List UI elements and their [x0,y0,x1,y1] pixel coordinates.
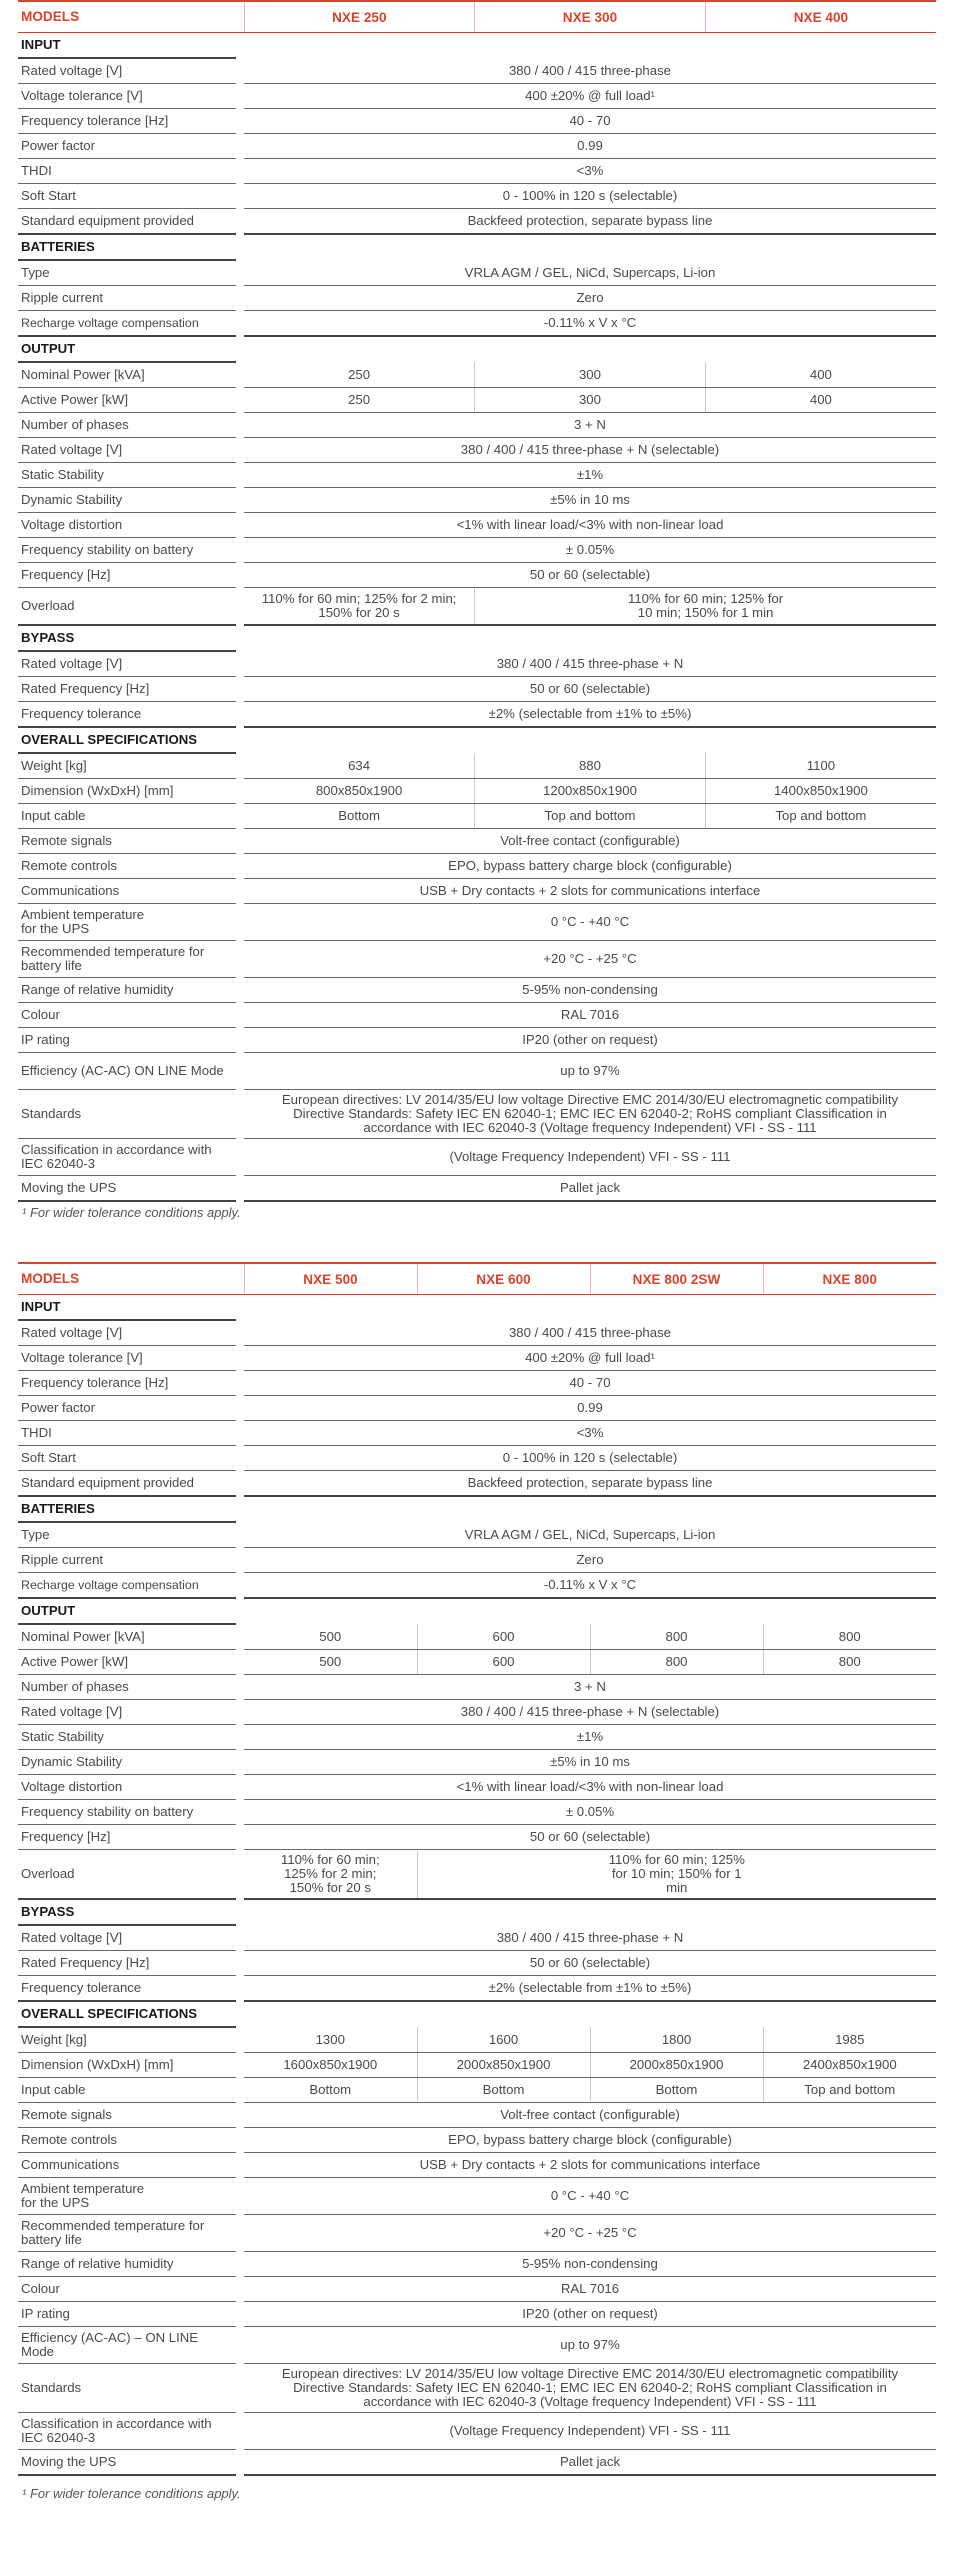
row-value: ±5% in 10 ms [244,488,936,513]
row-label: Remote signals [18,829,236,854]
row-value: ±5% in 10 ms [244,1750,936,1775]
row-label: Remote controls [18,2128,236,2153]
row-label: Frequency tolerance [Hz] [18,1371,236,1396]
row-label: Rated Frequency [Hz] [18,1951,236,1976]
row-value: 1800 [590,2027,763,2053]
row-label: IP rating [18,1028,236,1053]
row-value: VRLA AGM / GEL, NiCd, Supercaps, Li-ion [244,1522,936,1548]
row-value: 300 [475,362,706,388]
row-label: Soft Start [18,184,236,209]
row-label: Frequency tolerance [18,702,236,728]
row-label: Classification in accordance with IEC 62040-3 [18,1139,236,1176]
row-value: RAL 7016 [244,2277,936,2302]
row-label: Frequency tolerance [Hz] [18,109,236,134]
section-title-batteries: BATTERIES [18,234,236,260]
row-value: 500 [244,1624,417,1650]
row-label: Dynamic Stability [18,488,236,513]
row-label: Rated Frequency [Hz] [18,677,236,702]
row-value: Backfeed protection, separate bypass line [244,209,936,235]
row-label: Standard equipment provided [18,209,236,235]
row-value: 110% for 60 min; 125% for 2 min; 150% for 20 s [244,1850,417,1900]
row-value: 110% for 60 min; 125% for 10 min; 150% for 1 min [417,1850,936,1900]
row-label: Frequency stability on battery [18,1800,236,1825]
row-value: 400 ±20% @ full load¹ [244,84,936,109]
row-value: 5-95% non-condensing [244,978,936,1003]
row-value: 250 [244,388,475,413]
row-value: IP20 (other on request) [244,1028,936,1053]
row-label: Input cable [18,804,236,829]
row-label: Range of relative humidity [18,978,236,1003]
row-value: <1% with linear load/<3% with non-linear load [244,1775,936,1800]
row-label: Overload [18,1850,236,1900]
row-label: Active Power [kW] [18,1650,236,1675]
row-value: ±2% (selectable from ±1% to ±5%) [244,702,936,728]
row-label: Overload [18,588,236,626]
row-label: Rated voltage [V] [18,438,236,463]
row-label: Static Stability [18,463,236,488]
row-value: 40 - 70 [244,1371,936,1396]
row-label: Efficiency (AC-AC) – ON LINE Mode [18,2327,236,2364]
row-value: 634 [244,753,475,779]
row-label: Voltage tolerance [V] [18,1346,236,1371]
row-label: Weight [kg] [18,2027,236,2053]
row-value: Bottom [590,2078,763,2103]
row-label: Remote signals [18,2103,236,2128]
row-value: European directives: LV 2014/35/EU low voltage Directive EMC 2014/30/EU electromagnetic compatibility Directive Standards: Safety IEC EN 62040-1; EMC IEC EN 62040-2; RoHS compliant Classification in accordance with IEC 62040-3 (Voltage frequency Independent) VFI - SS - 111 [244,1090,936,1139]
row-label: Frequency tolerance [18,1976,236,2002]
row-value: Backfeed protection, separate bypass line [244,1471,936,1497]
row-label: Ripple current [18,1548,236,1573]
row-label: Standards [18,1090,236,1139]
row-label: Number of phases [18,1675,236,1700]
row-value: 5-95% non-condensing [244,2252,936,2277]
row-value: 400 [705,362,936,388]
row-value: IP20 (other on request) [244,2302,936,2327]
row-label: Communications [18,2153,236,2178]
row-label: Moving the UPS [18,1176,236,1202]
row-value: 2000x850x1900 [590,2053,763,2078]
row-label: Frequency stability on battery [18,538,236,563]
row-label: Colour [18,2277,236,2302]
row-value: 2400x850x1900 [763,2053,936,2078]
model-name: NXE 250 [244,1,475,33]
row-value: 880 [475,753,706,779]
row-label: Range of relative humidity [18,2252,236,2277]
row-value: 3 + N [244,1675,936,1700]
row-label: Standard equipment provided [18,1471,236,1497]
model-name: NXE 500 [244,1263,417,1295]
row-value: 400 [705,388,936,413]
row-value: 380 / 400 / 415 three-phase + N [244,651,936,677]
section-title-bypass: BYPASS [18,1899,236,1925]
row-value: Zero [244,1548,936,1573]
row-value: 1100 [705,753,936,779]
row-value: Volt-free contact (configurable) [244,2103,936,2128]
row-value: ±1% [244,463,936,488]
row-value: 0 °C - +40 °C [244,904,936,941]
row-value: <3% [244,1421,936,1446]
row-value: 0.99 [244,134,936,159]
row-value: 0 - 100% in 120 s (selectable) [244,184,936,209]
footnote: ¹ For wider tolerance conditions apply. [22,2486,241,2501]
row-label: Frequency [Hz] [18,1825,236,1850]
row-value: Zero [244,286,936,311]
row-value: 0 °C - +40 °C [244,2178,936,2215]
row-value: 800 [590,1624,763,1650]
row-label: Number of phases [18,413,236,438]
model-name: NXE 600 [417,1263,590,1295]
row-value: 1400x850x1900 [705,779,936,804]
row-value: 250 [244,362,475,388]
row-label: Recharge voltage compensation [18,311,236,337]
row-value: 2000x850x1900 [417,2053,590,2078]
row-value: Pallet jack [244,2450,936,2476]
row-value: 400 ±20% @ full load¹ [244,1346,936,1371]
row-label: Power factor [18,134,236,159]
row-value: 40 - 70 [244,109,936,134]
row-label: Rated voltage [V] [18,1320,236,1346]
row-label: Type [18,1522,236,1548]
row-value: 1200x850x1900 [475,779,706,804]
row-value: Top and bottom [705,804,936,829]
row-label: Voltage distortion [18,1775,236,1800]
row-label: Dimension (WxDxH) [mm] [18,2053,236,2078]
footnote: ¹ For wider tolerance conditions apply. [22,1205,241,1220]
row-label: Recommended temperature for battery life [18,941,236,978]
row-value: 500 [244,1650,417,1675]
section-title-input: INPUT [18,1295,236,1321]
row-value: 3 + N [244,413,936,438]
row-label: THDI [18,159,236,184]
row-label: Recharge voltage compensation [18,1573,236,1599]
row-value: up to 97% [244,1053,936,1090]
row-value: 50 or 60 (selectable) [244,677,936,702]
row-value: 600 [417,1650,590,1675]
row-value: (Voltage Frequency Independent) VFI - SS - 111 [244,2413,936,2450]
row-value: Bottom [244,2078,417,2103]
row-value: 0.99 [244,1396,936,1421]
section-title-input: INPUT [18,33,236,59]
row-value: 600 [417,1624,590,1650]
row-label: Standards [18,2364,236,2413]
row-value: 50 or 60 (selectable) [244,563,936,588]
row-label: Efficiency (AC-AC) ON LINE Mode [18,1053,236,1090]
row-value: ± 0.05% [244,1800,936,1825]
row-value: RAL 7016 [244,1003,936,1028]
row-value: EPO, bypass battery charge block (configurable) [244,854,936,879]
models-label: MODELS [18,1263,236,1295]
row-label: Classification in accordance with IEC 62040-3 [18,2413,236,2450]
row-value: Pallet jack [244,1176,936,1202]
row-label: Rated voltage [V] [18,1700,236,1725]
row-label: Input cable [18,2078,236,2103]
row-value: (Voltage Frequency Independent) VFI - SS - 111 [244,1139,936,1176]
row-value: ±1% [244,1725,936,1750]
model-name: NXE 800 [763,1263,936,1295]
row-value: 380 / 400 / 415 three-phase + N [244,1925,936,1951]
model-name: NXE 800 2SW [590,1263,763,1295]
row-label: Nominal Power [kVA] [18,1624,236,1650]
row-label: Recommended temperature for battery life [18,2215,236,2252]
row-label: Active Power [kW] [18,388,236,413]
row-value: Volt-free contact (configurable) [244,829,936,854]
row-value: <1% with linear load/<3% with non-linear load [244,513,936,538]
row-value: 300 [475,388,706,413]
row-label: Frequency [Hz] [18,563,236,588]
row-value: +20 °C - +25 °C [244,2215,936,2252]
row-value: <3% [244,159,936,184]
row-label: Dynamic Stability [18,1750,236,1775]
row-value: 1600 [417,2027,590,2053]
row-label: Rated voltage [V] [18,1925,236,1951]
row-value: up to 97% [244,2327,936,2364]
row-value: 1985 [763,2027,936,2053]
row-label: THDI [18,1421,236,1446]
row-value: Bottom [417,2078,590,2103]
row-value: Top and bottom [763,2078,936,2103]
model-name: NXE 400 [705,1,936,33]
row-value: 380 / 400 / 415 three-phase + N (selectable) [244,1700,936,1725]
row-value: +20 °C - +25 °C [244,941,936,978]
models-header-row [18,1,936,33]
models-label: MODELS [18,1,236,33]
row-label: Moving the UPS [18,2450,236,2476]
row-value: Bottom [244,804,475,829]
row-value: 50 or 60 (selectable) [244,1951,936,1976]
spec-table-1 [18,0,936,1202]
row-label: Colour [18,1003,236,1028]
row-label: Static Stability [18,1725,236,1750]
section-title-bypass: BYPASS [18,625,236,651]
model-name: NXE 300 [475,1,706,33]
row-value: 110% for 60 min; 125% for 10 min; 150% for 1 min [475,588,936,626]
row-value: Top and bottom [475,804,706,829]
row-label: Voltage tolerance [V] [18,84,236,109]
section-title-batteries: BATTERIES [18,1496,236,1522]
row-label: Nominal Power [kVA] [18,362,236,388]
row-value: 800 [590,1650,763,1675]
row-label: Voltage distortion [18,513,236,538]
row-label: Ripple current [18,286,236,311]
row-value: -0.11% x V x °C [244,311,936,337]
row-value: EPO, bypass battery charge block (configurable) [244,2128,936,2153]
section-title-overall: OVERALL SPECIFICATIONS [18,727,236,753]
row-value: ± 0.05% [244,538,936,563]
row-value: 800x850x1900 [244,779,475,804]
row-value: 380 / 400 / 415 three-phase [244,58,936,84]
row-value: 380 / 400 / 415 three-phase [244,1320,936,1346]
row-label: Power factor [18,1396,236,1421]
row-label: Rated voltage [V] [18,58,236,84]
row-value: 0 - 100% in 120 s (selectable) [244,1446,936,1471]
row-label: Ambient temperature for the UPS [18,904,236,941]
row-label: Rated voltage [V] [18,651,236,677]
row-value: 110% for 60 min; 125% for 2 min; 150% for 20 s [244,588,475,626]
row-value: European directives: LV 2014/35/EU low voltage Directive EMC 2014/30/EU electromagnetic compatibility Directive Standards: Safety IEC EN 62040-1; EMC IEC EN 62040-2; RoHS compliant Classification in accordance with IEC 62040-3 (Voltage frequency Independent) VFI - SS - 111 [244,2364,936,2413]
row-value: -0.11% x V x °C [244,1573,936,1599]
row-value: 1300 [244,2027,417,2053]
row-label: Weight [kg] [18,753,236,779]
row-label: IP rating [18,2302,236,2327]
row-label: Ambient temperature for the UPS [18,2178,236,2215]
row-value: 800 [763,1650,936,1675]
section-title-output: OUTPUT [18,336,236,362]
row-value: 50 or 60 (selectable) [244,1825,936,1850]
row-label: Dimension (WxDxH) [mm] [18,779,236,804]
row-value: 800 [763,1624,936,1650]
row-value: USB + Dry contacts + 2 slots for communications interface [244,879,936,904]
row-value: USB + Dry contacts + 2 slots for communications interface [244,2153,936,2178]
section-title-overall: OVERALL SPECIFICATIONS [18,2001,236,2027]
row-value: 1600x850x1900 [244,2053,417,2078]
row-value: 380 / 400 / 415 three-phase + N (selectable) [244,438,936,463]
row-value: ±2% (selectable from ±1% to ±5%) [244,1976,936,2002]
row-label: Communications [18,879,236,904]
row-label: Soft Start [18,1446,236,1471]
spec-table-2 [18,1262,936,2476]
row-label: Type [18,260,236,286]
row-value: VRLA AGM / GEL, NiCd, Supercaps, Li-ion [244,260,936,286]
row-label: Remote controls [18,854,236,879]
models-header-row [18,1263,936,1295]
section-title-output: OUTPUT [18,1598,236,1624]
